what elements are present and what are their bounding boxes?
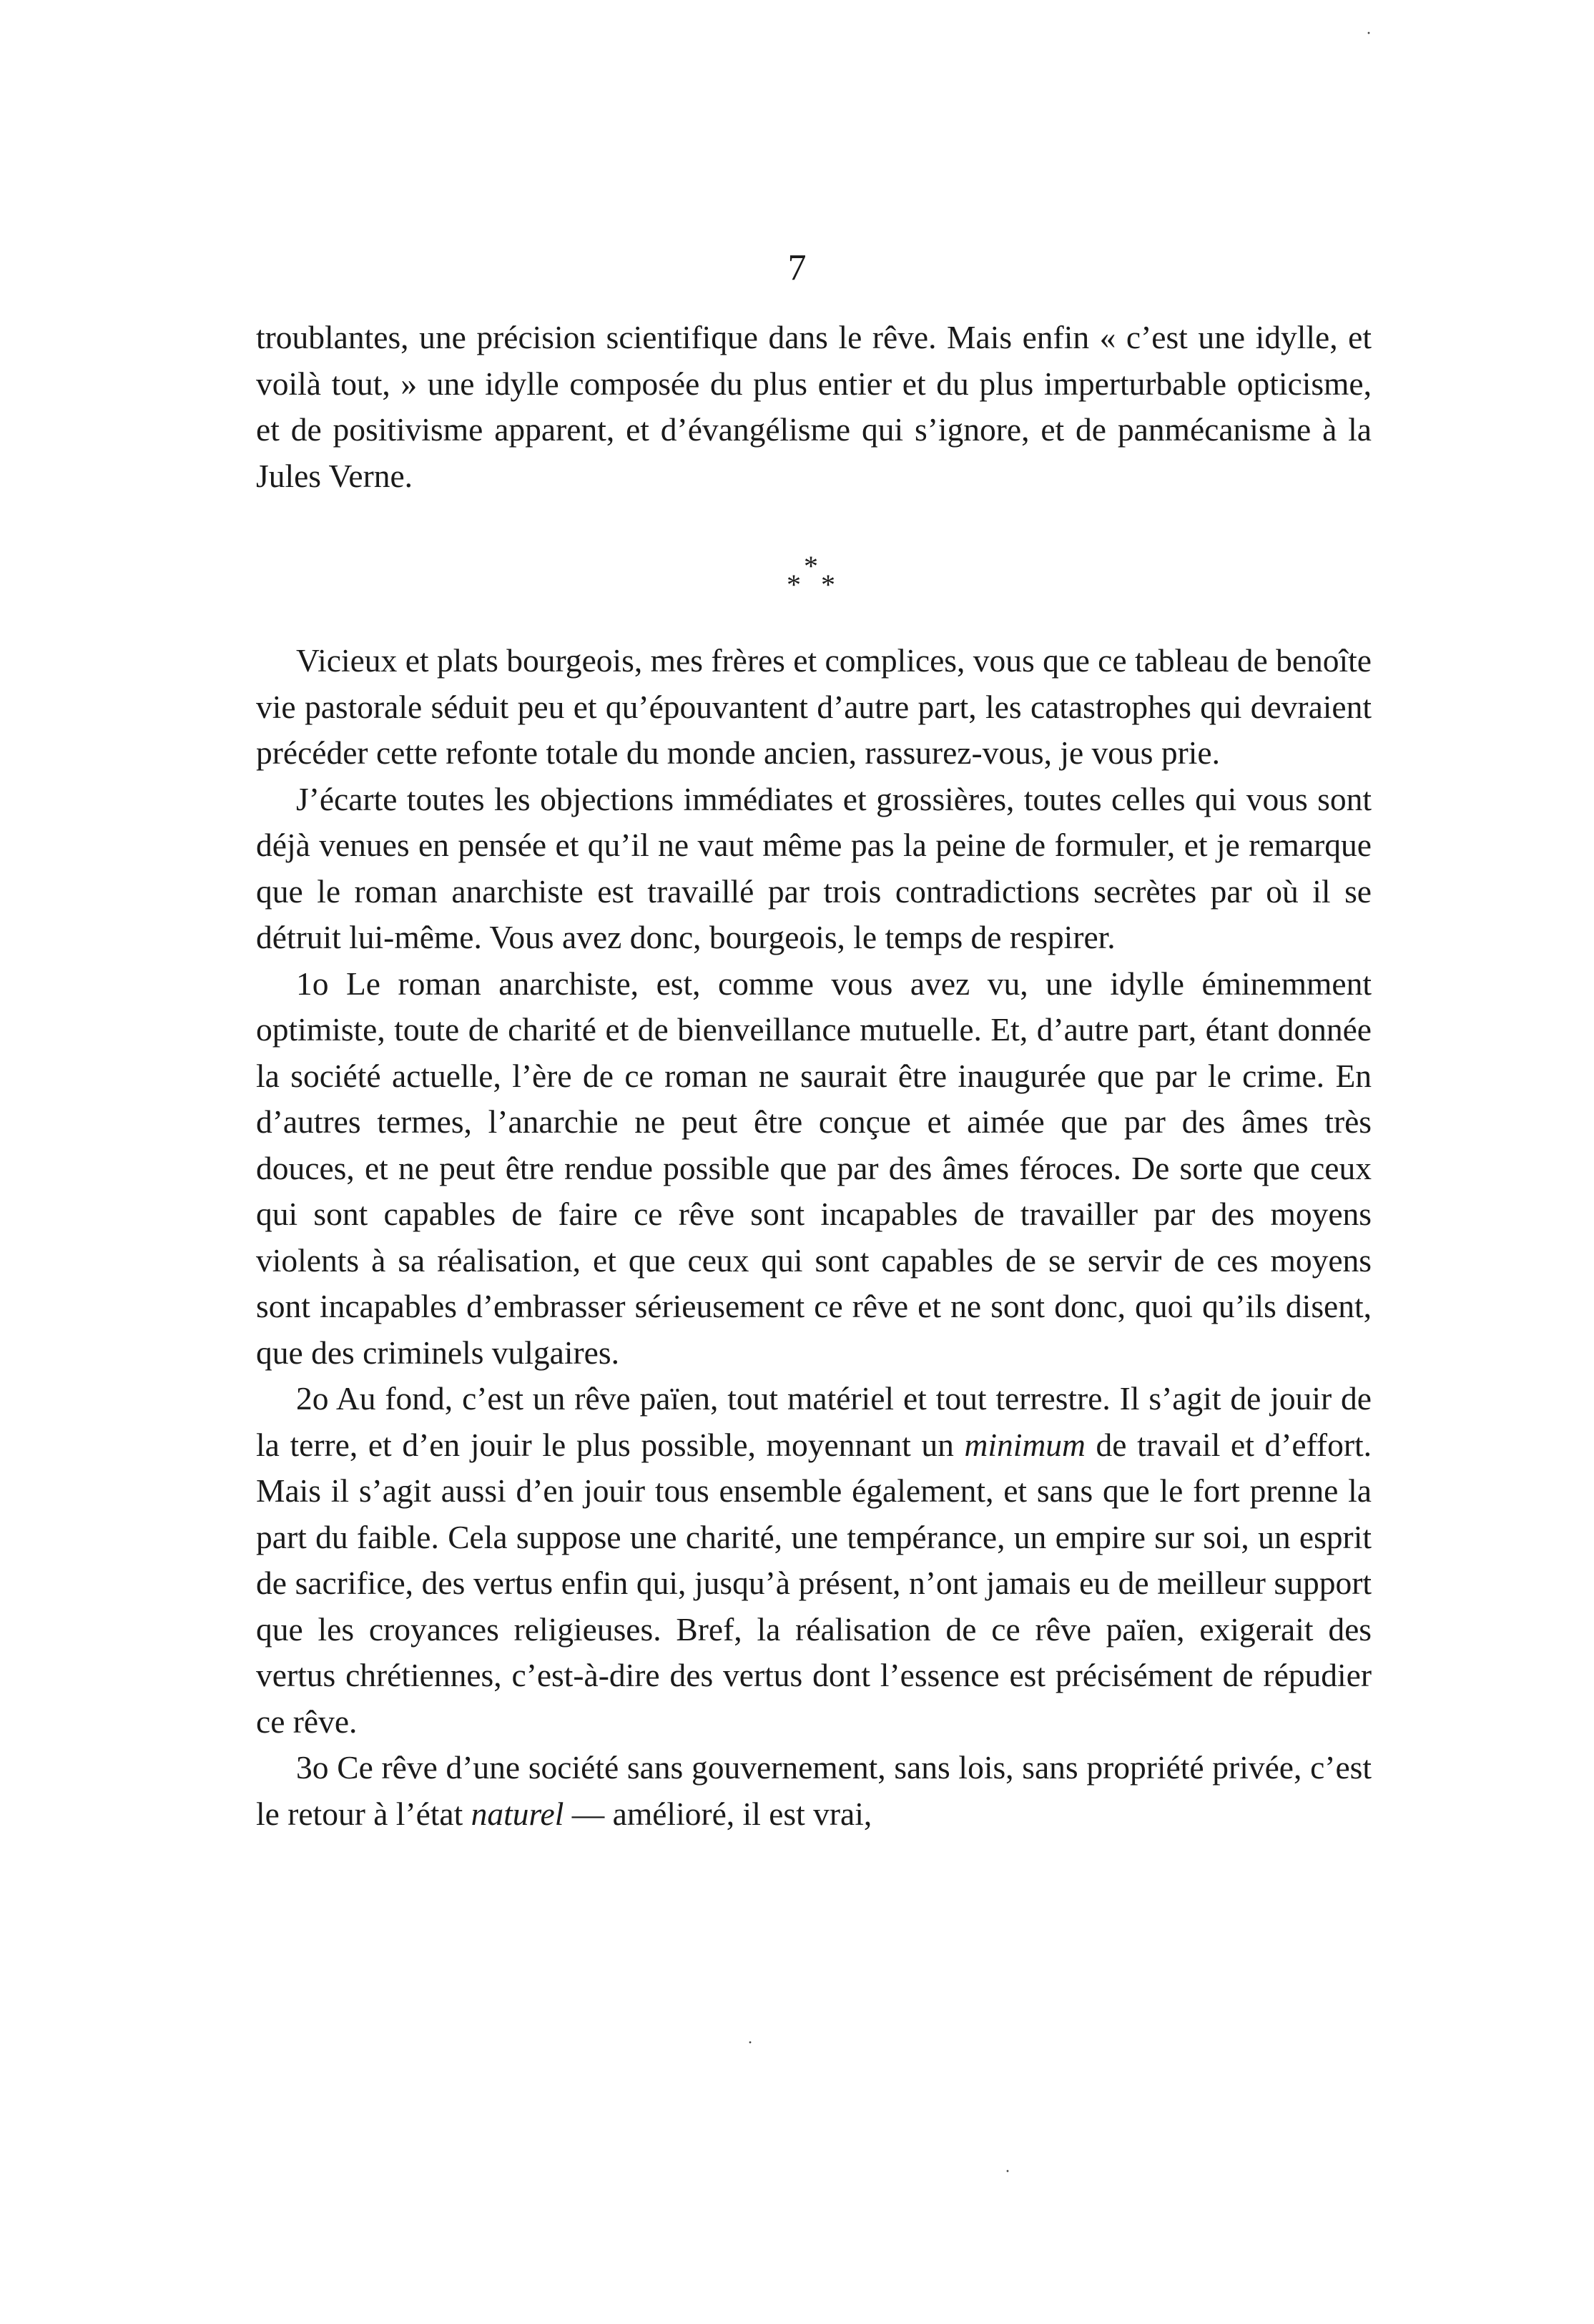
- asterism-star: *: [804, 550, 818, 582]
- paragraph-point-3-text-b: — amélioré, il est vrai,: [564, 1795, 872, 1832]
- speck-mark: ·: [1005, 2162, 1010, 2181]
- speck-mark: ·: [747, 2034, 753, 2052]
- paragraph-point-2: [256, 1376, 1372, 1745]
- speck-mark: ·: [1366, 24, 1372, 43]
- italic-minimum: minimum: [964, 1426, 1086, 1463]
- paragraph-continued: troublantes, une précision scientifique dans le rêve. Mais enfin « c’est une idylle, et voilà tout, » une idylle composée du plus entier et du plus imperturbable opticisme, et de positivisme apparent, et d’évangélisme qui s’ignore, et de panmécanisme à la Jules Verne.: [256, 319, 1372, 494]
- paragraph-bourgeois: Vicieux et plats bourgeois, mes frères et complices, vous que ce tableau de benoîte vie pastorale séduit peu et qu’épouvantent d’autre part, les catastrophes qui devraient précéder cette refonte totale du monde ancien, rassurez-vous, je vous prie.: [256, 642, 1372, 771]
- paragraph-point-1: 1o Le roman anarchiste, est, comme vous avez vu, une idylle éminemment optimiste, toute de charité et de bienveillance mutuelle. Et, d’autre part, étant donnée la société actuelle, l’ère de ce roman ne saurait être inaugurée que par le crime. En d’autres termes, l’anarchie ne peut être conçue et aimée que par des âmes très douces, et ne peut être rendue possible que par des âmes féroces. De sorte que ceux qui sont capables de faire ce rêve sont incapables de travailler par des moyens violents à sa réalisation, et que ceux qui sont capables de se servir de ces moyens sont incapables d’embrasser sérieusement ce rêve et ne sont donc, quoi qu’ils disent, que des criminels vulgaires.: [256, 965, 1372, 1371]
- paragraph-point-3: [256, 1745, 1372, 1837]
- text-block-main: [256, 638, 1372, 1837]
- page-number: 7: [787, 247, 807, 288]
- asterism-star: *: [821, 568, 835, 601]
- paragraph-point-3-text-a: 3o Ce rêve d’une société sans gouvernement, sans lois, sans propriété privée, c’est le retour à l’état: [256, 1749, 1372, 1832]
- paragraph-point-2-text-b: de travail et d’effort. Mais il s’agit aussi d’en jouir tous ensemble également, et sans que le fort prenne la part du faible. Cela suppose une charité, une tempérance, un empire sur soi, un esprit de sacrifice, des vertus enfin qui, jusqu’à présent, n’ont jamais eu de meilleur support que les croyances religieuses. Bref, la réalisation de ce rêve païen, exigerait des vertus chrétiennes, c’est-à-dire des vertus dont l’essence est précisément de répudier ce rêve.: [256, 1426, 1372, 1740]
- italic-naturel: naturel: [471, 1795, 564, 1832]
- text-block-top: [256, 315, 1372, 499]
- paragraph-objections: J’écarte toutes les objections immédiates et grossières, toutes celles qui vous sont déjà venues en pensée et qu’il ne vaut même pas la peine de formuler, et je remarque que le roman anarchiste est travaillé par trois contradictions secrètes par où il se détruit lui-même. Vous avez donc, bourgeois, le temps de respirer.: [256, 780, 1372, 955]
- paragraph-point-2-text-a: 2o Au fond, c’est un rêve païen, tout matériel et tout terrestre. Il s’agit de jouir de la terre, et d’en jouir le plus possible, moyennant un: [256, 1380, 1372, 1463]
- asterism-star: *: [787, 568, 801, 601]
- asterism-icon: [782, 549, 847, 614]
